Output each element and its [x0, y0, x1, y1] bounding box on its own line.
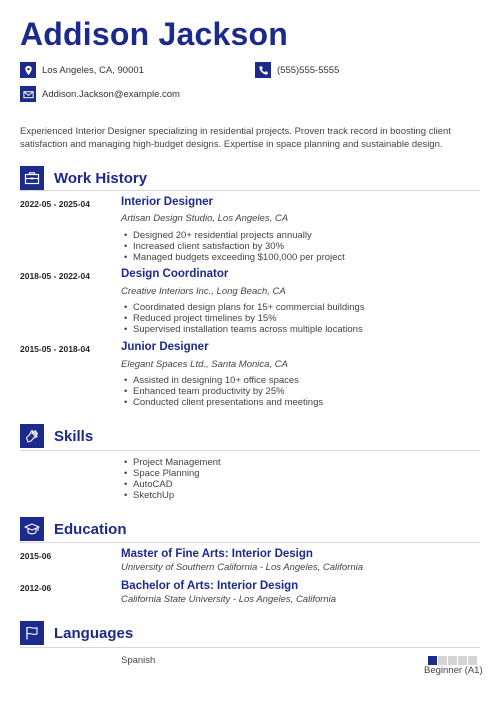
languages-heading: [20, 621, 133, 645]
list-item: • SketchUp: [124, 490, 221, 501]
section-title: Work History: [54, 169, 148, 187]
proficiency-square: [438, 656, 447, 665]
hand-icon: [20, 424, 44, 448]
job-company: Artisan Design Studio, Los Angeles, CA: [121, 213, 289, 224]
proficiency-square: [458, 656, 467, 665]
list-item: • Managed budgets exceeding $100,000 per project: [124, 252, 345, 263]
list-item: • AutoCAD: [124, 479, 221, 490]
envelope-icon: [20, 86, 36, 102]
education-year: 2015-06: [20, 551, 52, 561]
job-title: Interior Designer: [121, 196, 214, 208]
contact-email: [20, 86, 180, 102]
list-item: • Space Planning: [124, 468, 221, 479]
proficiency-square: [448, 656, 457, 665]
job-dates: 2015-05 - 2018-04: [20, 344, 90, 354]
section-divider: [20, 450, 480, 451]
language-level: Beginner (A1): [424, 665, 483, 676]
job-company: Creative Interiors Inc., Long Beach, CA: [121, 286, 286, 297]
graduation-cap-icon: [20, 517, 44, 541]
language-proficiency-bar: [428, 656, 478, 665]
candidate-name: Addison Jackson: [20, 16, 288, 52]
flag-icon: [20, 621, 44, 645]
education-heading: [20, 517, 127, 541]
job-dates: 2018-05 - 2022-04: [20, 271, 90, 281]
proficiency-square: [468, 656, 477, 665]
section-divider: [20, 190, 480, 191]
education-year: 2012-06: [20, 583, 52, 593]
phone-icon: [255, 62, 271, 78]
job-title: Junior Designer: [121, 341, 209, 353]
list-item: • Conducted client presentations and meetings: [124, 397, 323, 408]
section-divider: [20, 647, 480, 648]
list-item: • Supervised installation teams across multiple locations: [124, 324, 365, 335]
list-item: • Designed 20+ residential projects annually: [124, 230, 345, 241]
section-divider: [20, 542, 480, 543]
job-dates: 2022-05 - 2025-04: [20, 199, 90, 209]
skills-heading: [20, 424, 93, 448]
work-history-heading: [20, 166, 147, 190]
list-item: • Coordinated design plans for 15+ commercial buildings: [124, 302, 365, 313]
list-item: • Increased client satisfaction by 30%: [124, 241, 345, 252]
degree-title: Bachelor of Arts: Interior Design: [121, 580, 299, 592]
list-item: • Assisted in designing 10+ office spaces: [124, 375, 323, 386]
degree-title: Master of Fine Arts: Interior Design: [121, 548, 313, 560]
language-name: Spanish: [121, 655, 156, 666]
school-name: California State University - Los Angeles, California: [121, 594, 337, 605]
list-item: • Enhanced team productivity by 25%: [124, 386, 323, 397]
school-name: University of Southern California - Los Angeles, California: [121, 562, 364, 573]
section-title: Skills: [54, 427, 94, 445]
briefcase-icon: [20, 166, 44, 190]
skills-list: [124, 457, 221, 501]
section-title: Languages: [54, 624, 134, 642]
list-item: • Project Management: [124, 457, 221, 468]
location-text: Los Angeles, CA, 90001: [42, 64, 144, 76]
job-title: Design Coordinator: [121, 268, 229, 280]
email-text[interactable]: Addison.Jackson@example.com: [42, 88, 180, 100]
map-pin-icon: [20, 62, 36, 78]
job-bullets: [124, 375, 323, 408]
job-company: Elegant Spaces Ltd., Santa Monica, CA: [121, 359, 288, 370]
list-item: • Reduced project timelines by 15%: [124, 313, 365, 324]
contact-phone: [255, 62, 339, 78]
section-title: Education: [54, 520, 127, 538]
proficiency-square: [428, 656, 437, 665]
summary-text: Experienced Interior Designer specializing in residential projects. Proven track record in boosting client satisfaction and managing high-budget designs. Expertise in space planning and sustainable design.: [20, 126, 451, 150]
contact-location: [20, 62, 144, 78]
job-bullets: [124, 302, 365, 335]
job-bullets: [124, 230, 345, 263]
phone-text[interactable]: (555)555-5555: [277, 64, 340, 76]
